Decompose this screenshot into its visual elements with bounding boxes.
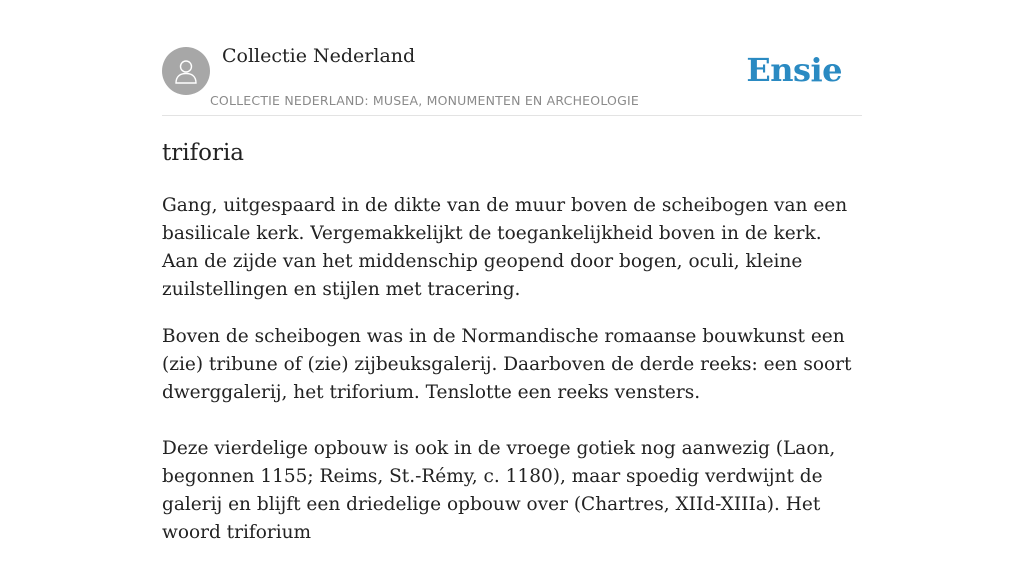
article-paragraph: Boven de scheibogen was in de Normandische romaanse bouwkunst een (zie) tribune of (zie) zijbeuksgalerij. Daarboven de derde reeks: een soort dwerggalerij, het triforium. Tenslotte een reeks vensters. Deze vierdelige opbouw is ook in de vroege gotiek nog aanwezig (Laon, begonnen 1155; Reims, St.-Rémy, c. 1180), maar spoedig verdwijnt de galerij en blijft een driedelige opbouw over (Chartres, XIId-XIIIa). Het woord triforium [162, 326, 852, 543]
article-title: triforia [162, 140, 245, 166]
source-name-link[interactable]: Collectie Nederland [222, 45, 416, 67]
article-paragraph: Gang, uitgespaard in de dikte van de muur boven de scheibogen van een basilicale kerk. Vergemakkelijkt de toegankelijkheid boven in de kerk. Aan de zijde van het middenschip geopend door bogen, oculi, kleine zuilstellingen en stijlen met tracering. [162, 195, 848, 300]
article-body [162, 192, 862, 566]
ensie-logo-link[interactable]: Ensie [746, 51, 842, 89]
page-container [162, 0, 862, 543]
user-icon [171, 56, 201, 86]
source-header [162, 0, 862, 116]
source-subtitle: COLLECTIE NEDERLAND: MUSEA, MONUMENTEN EN ARCHEOLOGIE [210, 93, 639, 108]
avatar[interactable] [162, 47, 210, 95]
